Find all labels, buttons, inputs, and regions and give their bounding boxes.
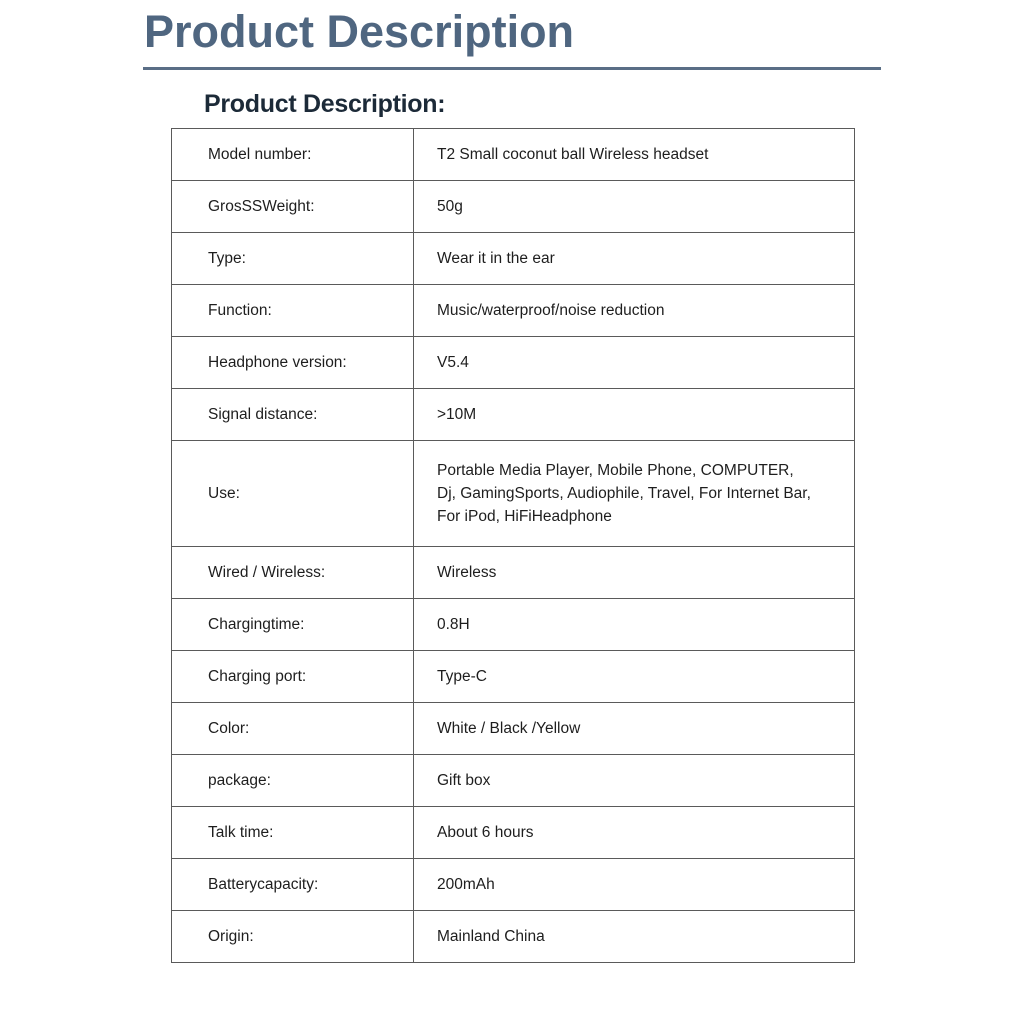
table-row: [172, 181, 855, 233]
table-row: [172, 599, 855, 651]
table-row: [172, 337, 855, 389]
spec-label: Model number:: [172, 129, 414, 181]
table-row: [172, 651, 855, 703]
spec-label: Talk time:: [172, 807, 414, 859]
table-row: [172, 911, 855, 963]
spec-label: Function:: [172, 285, 414, 337]
spec-value: Mainland China: [414, 911, 855, 963]
spec-value: Portable Media Player, Mobile Phone, COMPUTER, Dj, GamingSports, Audiophile, Travel, For Internet Bar, For iPod, HiFiHeadphone: [414, 441, 855, 547]
spec-label: Color:: [172, 703, 414, 755]
spec-value: >10M: [414, 389, 855, 441]
spec-value: White / Black /Yellow: [414, 703, 855, 755]
spec-label: package:: [172, 755, 414, 807]
spec-value: V5.4: [414, 337, 855, 389]
spec-label: Batterycapacity:: [172, 859, 414, 911]
spec-value: About 6 hours: [414, 807, 855, 859]
table-row: [172, 233, 855, 285]
spec-value: Music/waterproof/noise reduction: [414, 285, 855, 337]
table-row: [172, 755, 855, 807]
spec-value: Wireless: [414, 547, 855, 599]
spec-value: Wear it in the ear: [414, 233, 855, 285]
section-heading: Product Description:: [204, 90, 446, 118]
table-row: [172, 129, 855, 181]
spec-value: 50g: [414, 181, 855, 233]
spec-value: Type-C: [414, 651, 855, 703]
spec-label: Origin:: [172, 911, 414, 963]
table-row: [172, 389, 855, 441]
table-row: [172, 547, 855, 599]
page-title: Product Description: [144, 6, 575, 57]
spec-label: Chargingtime:: [172, 599, 414, 651]
table-row: [172, 807, 855, 859]
spec-label: Charging port:: [172, 651, 414, 703]
table-row: [172, 703, 855, 755]
spec-label: Signal distance:: [172, 389, 414, 441]
table-row: [172, 441, 855, 547]
spec-label: GrosSSWeight:: [172, 181, 414, 233]
spec-value: 200mAh: [414, 859, 855, 911]
title-divider: [143, 67, 881, 70]
spec-label: Type:: [172, 233, 414, 285]
spec-value: T2 Small coconut ball Wireless headset: [414, 129, 855, 181]
table-row: [172, 859, 855, 911]
spec-label: Use:: [172, 441, 414, 547]
spec-label: Wired / Wireless:: [172, 547, 414, 599]
spec-value: Gift box: [414, 755, 855, 807]
spec-value: 0.8H: [414, 599, 855, 651]
spec-label: Headphone version:: [172, 337, 414, 389]
spec-table: [171, 128, 855, 963]
table-row: [172, 285, 855, 337]
